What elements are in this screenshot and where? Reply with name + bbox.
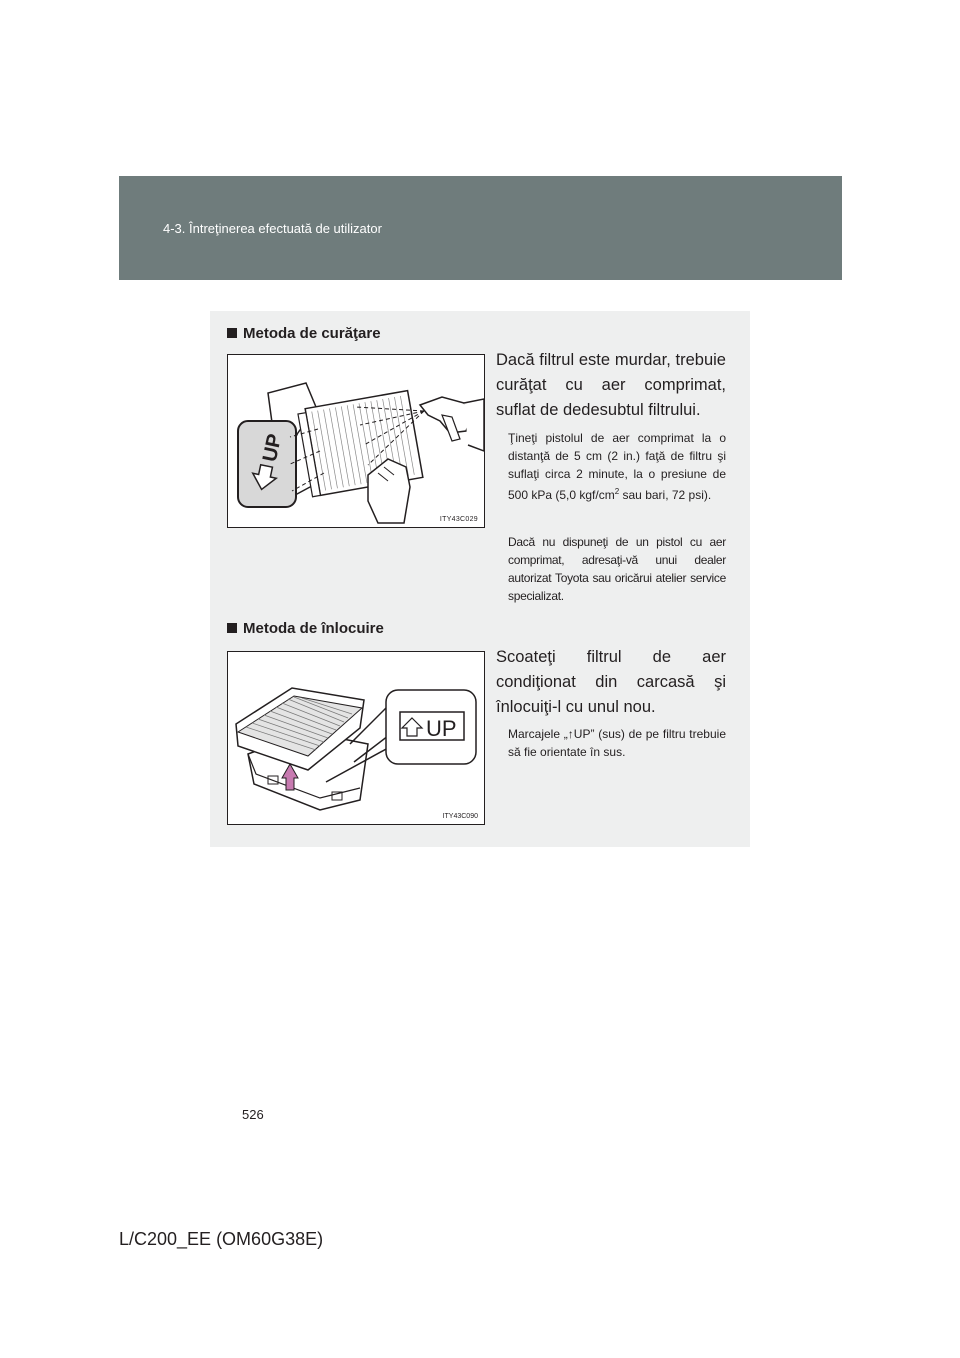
up-arrow-icon: ↑: [567, 727, 574, 741]
square-bullet-icon: [227, 623, 237, 633]
cleaning-figure-code: ITY43C029: [439, 516, 478, 523]
replacement-up-label: UP: [426, 716, 457, 741]
content-panel: [210, 311, 750, 847]
section-header: [119, 176, 842, 280]
replacement-note-prefix: Marcajele „: [508, 727, 568, 741]
replacement-figure-code: ITY43C090: [442, 813, 478, 820]
cleaning-up-label: UP: [258, 432, 287, 464]
cleaning-heading: [227, 325, 381, 342]
section-title: 4-3. Întreţinerea efectuată de utilizator: [163, 221, 382, 236]
square-bullet-icon: [227, 328, 237, 338]
superscript-two: 2: [614, 487, 620, 496]
cleaning-note-pressure-text: Ţineţi pistolul de aer comprimat la o distanţă de 5 cm (2 in.) faţă de filtru şi suflaţi circa 2 minute, la o presiune de 500 kPa (5,0 kgf/cm: [508, 431, 726, 502]
replacement-heading-text: Metoda de înlocuire: [243, 620, 384, 637]
replacement-heading: [227, 620, 384, 637]
replacement-note: [508, 725, 726, 761]
cleaning-note-pressure: [508, 429, 726, 504]
cleaning-heading-text: Metoda de curăţare: [243, 325, 381, 342]
footer-model-code: L/C200_EE (OM60G38E): [119, 1229, 324, 1249]
replacement-main-text: Scoateţi filtrul de aer condiţionat din carcasă şi înlocuiţi-l cu unul nou.: [496, 648, 726, 716]
cleaning-main-text: Dacă filtrul este murdar, trebuie curăţat cu aer comprimat, suflat de dedesubtul filtrului.: [496, 351, 726, 419]
filter-housing-illustration: [228, 652, 484, 824]
cleaning-illustration: [227, 354, 485, 528]
air-gun-filter-illustration: [228, 355, 484, 527]
page-number: 526: [242, 1107, 264, 1122]
replacement-note-suffix: UP” (sus) de pe filtru trebuie să fie orientate în sus.: [508, 727, 726, 759]
cleaning-note-pressure-end: sau bari, 72 psi).: [619, 488, 712, 502]
cleaning-note-dealer: Dacă nu dispuneţi de un pistol cu aer comprimat, adresaţi-vă unui dealer autorizat Toyota sau oricărui atelier service specializat.: [508, 535, 726, 603]
replacement-illustration: [227, 651, 485, 825]
